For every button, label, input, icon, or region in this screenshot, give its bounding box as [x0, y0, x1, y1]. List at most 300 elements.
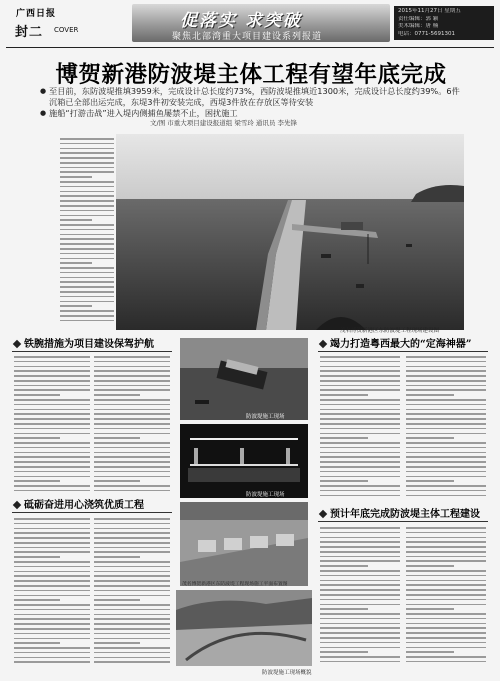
body-text-line: [60, 167, 114, 169]
body-text-line: [14, 633, 90, 635]
body-text-line: [14, 628, 90, 630]
body-text-line: [406, 490, 486, 492]
body-text-line: [14, 399, 90, 401]
body-text-line: [94, 547, 170, 549]
body-text-line: [14, 433, 90, 435]
body-text-line: [14, 604, 90, 606]
middle-photo-4-caption: 防波堤施工现场概貌: [262, 670, 312, 676]
body-text-line: [406, 361, 486, 363]
body-text-line: [406, 413, 486, 415]
masthead: [6, 4, 494, 46]
body-text-line: [14, 428, 90, 430]
body-text-line: [14, 561, 90, 563]
body-text-line: [14, 595, 90, 597]
headline-deck: [40, 86, 460, 119]
body-text-line: [406, 532, 486, 534]
body-text-line: [60, 248, 114, 250]
body-text-line: [320, 409, 400, 411]
body-text-line: [60, 229, 114, 231]
body-text-line: [14, 380, 90, 382]
body-text-line: [60, 157, 114, 159]
body-text-line: [406, 385, 486, 387]
body-text-line: [406, 375, 486, 377]
masthead-rule: [6, 47, 494, 48]
body-text-line: [320, 423, 400, 425]
body-text-line: [60, 253, 114, 255]
body-text-line: [94, 609, 170, 611]
body-text-line: [14, 447, 90, 449]
body-text-line: [320, 608, 368, 610]
body-text-line: [320, 490, 400, 492]
body-text-line: [60, 291, 114, 293]
body-text-line: [320, 461, 400, 463]
body-text-line: [406, 380, 486, 382]
body-text-line: [94, 618, 170, 620]
body-text-line: [320, 637, 400, 639]
body-text-line: [60, 243, 114, 245]
body-text-line: [94, 661, 170, 663]
body-text-line: [320, 647, 400, 649]
body-text-line: [320, 651, 368, 653]
body-text-line: [406, 466, 486, 468]
body-text-line: [320, 661, 400, 663]
body-text-line: [14, 452, 90, 454]
body-text-line: [14, 418, 90, 420]
body-text-line: [406, 613, 486, 615]
main-photo: [116, 134, 464, 330]
body-text-line: [14, 404, 90, 406]
body-text-line: [320, 471, 400, 473]
body-text-line: [320, 366, 400, 368]
body-text-line: [94, 590, 170, 592]
body-text-line: [60, 272, 114, 274]
body-text-line: [60, 195, 114, 197]
body-text-line: [406, 637, 486, 639]
body-text-line: [14, 647, 90, 649]
body-text-line: [320, 442, 400, 444]
body-text-line: [14, 618, 90, 620]
middle-photo-3-caption: 茂名博贺新港区东防波堤工程现场施工平面布置图: [182, 582, 288, 587]
body-text-line: [94, 523, 170, 525]
body-text-line: [320, 594, 400, 596]
body-text-line: [94, 447, 170, 449]
body-text-line: [320, 413, 400, 415]
deck-item: ● 施船“打游击战”进入堤内侧捕鱼屡禁不止，困扰施工: [40, 108, 460, 119]
body-text-line: [406, 541, 486, 543]
body-text-line: [320, 556, 400, 558]
body-text-line: [94, 652, 170, 654]
body-text-line: [14, 366, 90, 368]
section-4-text-b: [406, 527, 486, 669]
body-text-line: [94, 452, 170, 454]
body-text-line: [94, 628, 170, 630]
body-text-line: [14, 585, 90, 587]
body-text-line: [94, 399, 170, 401]
info-line: 2015年11月27日 星期五: [398, 8, 461, 14]
body-text-line: [406, 627, 486, 629]
body-text-line: [320, 589, 400, 591]
body-text-line: [94, 614, 170, 616]
body-text-line: [406, 551, 486, 553]
body-text-line: [406, 433, 486, 435]
body-text-line: [94, 394, 140, 396]
body-text-line: [60, 315, 114, 317]
banner-title: 促落实 求突破: [180, 11, 302, 31]
body-text-line: [14, 375, 90, 377]
body-text-line: [406, 594, 486, 596]
page-number-sub: COVER: [54, 26, 79, 34]
middle-photo-3: [180, 502, 308, 586]
body-text-line: [94, 385, 170, 387]
info-line: 美术编辑：唐 楠: [398, 23, 439, 29]
body-text-line: [406, 608, 454, 610]
body-text-line: [406, 651, 454, 653]
body-text-line: [320, 565, 368, 567]
body-text-line: [60, 191, 114, 193]
body-text-line: [14, 571, 90, 573]
body-text-line: [94, 647, 170, 649]
body-text-line: [94, 551, 170, 553]
lead-text-column: [60, 138, 114, 328]
body-text-line: [14, 476, 90, 478]
body-text-line: [60, 152, 114, 154]
body-text-line: [406, 452, 486, 454]
body-text-line: [320, 394, 368, 396]
body-text-line: [320, 627, 400, 629]
banner-subtitle: 聚焦北部湾重大项目建设系列报道: [172, 32, 323, 42]
body-text-line: [94, 366, 170, 368]
body-text-line: [320, 399, 400, 401]
body-text-line: [320, 480, 368, 482]
body-text-line: [94, 437, 140, 439]
body-text-line: [94, 561, 170, 563]
body-text-line: [94, 599, 140, 601]
body-text-line: [406, 394, 454, 396]
body-text-line: [94, 537, 170, 539]
body-text-line: [94, 633, 170, 635]
body-text-line: [406, 584, 486, 586]
page-headline: 博贺新港防波堤主体工程有望年底完成: [55, 62, 447, 88]
body-text-line: [406, 456, 486, 458]
body-text-line: [406, 546, 486, 548]
body-text-line: [94, 623, 170, 625]
body-text-line: [320, 485, 400, 487]
body-text-line: [406, 389, 486, 391]
body-text-line: [60, 320, 114, 322]
body-text-line: [14, 642, 60, 644]
body-text-line: [320, 456, 400, 458]
body-text-line: [60, 138, 114, 140]
body-text-line: [320, 618, 400, 620]
body-text-line: [94, 461, 170, 463]
body-text-line: [14, 638, 90, 640]
body-text-line: [60, 310, 114, 312]
body-text-line: [60, 281, 114, 283]
body-text-line: [14, 599, 60, 601]
body-text-line: [14, 537, 90, 539]
body-text-line: [94, 361, 170, 363]
body-text-line: [406, 447, 486, 449]
body-text-line: [406, 428, 486, 430]
page-number: 封二: [15, 25, 44, 40]
middle-photo-1: [180, 338, 308, 420]
body-text-line: [320, 623, 400, 625]
body-text-line: [60, 219, 92, 221]
body-text-line: [94, 370, 170, 372]
body-text-line: [320, 604, 400, 606]
body-text-line: [60, 262, 92, 264]
body-text-line: [94, 571, 170, 573]
body-text-line: [14, 471, 90, 473]
body-text-line: [94, 356, 170, 358]
body-text-line: [320, 452, 400, 454]
body-text-line: [94, 375, 170, 377]
body-text-line: [406, 618, 486, 620]
body-text-line: [60, 224, 114, 226]
body-text-line: [94, 466, 170, 468]
body-text-line: [14, 652, 90, 654]
body-text-line: [320, 466, 400, 468]
body-text-line: [320, 584, 400, 586]
middle-photo-2-caption: 防波堤施工现场: [246, 492, 285, 498]
body-text-line: [94, 604, 170, 606]
body-text-line: [94, 642, 140, 644]
body-text-line: [320, 656, 400, 658]
body-text-line: [94, 580, 170, 582]
body-text-line: [406, 409, 486, 411]
body-text-line: [320, 527, 400, 529]
body-text-line: [14, 461, 90, 463]
body-text-line: [320, 580, 400, 582]
body-text-line: [14, 490, 90, 492]
body-text-line: [406, 604, 486, 606]
edition-info-box: [394, 6, 494, 40]
body-text-line: [14, 485, 90, 487]
body-text-line: [14, 528, 90, 530]
body-text-line: [406, 575, 486, 577]
body-text-line: [406, 623, 486, 625]
body-text-line: [94, 490, 170, 492]
body-text-line: [406, 565, 454, 567]
body-text-line: [60, 215, 114, 217]
body-text-line: [406, 437, 454, 439]
body-text-line: [14, 456, 90, 458]
body-text-line: [94, 556, 140, 558]
body-text-line: [320, 642, 400, 644]
body-text-line: [14, 556, 60, 558]
body-text-line: [14, 661, 90, 663]
body-text-line: [320, 546, 400, 548]
body-text-line: [14, 547, 90, 549]
body-text-line: [406, 560, 486, 562]
body-text-line: [14, 657, 90, 659]
body-text-line: [14, 466, 90, 468]
body-text-line: [60, 234, 114, 236]
body-text-line: [94, 542, 170, 544]
body-text-line: [14, 389, 90, 391]
body-text-line: [14, 614, 90, 616]
body-text-line: [14, 542, 90, 544]
body-text-line: [94, 566, 170, 568]
body-text-line: [320, 447, 400, 449]
body-text-line: [60, 205, 114, 207]
body-text-line: [320, 632, 400, 634]
body-text-line: [14, 361, 90, 363]
body-text-line: [406, 423, 486, 425]
body-text-line: [14, 551, 90, 553]
body-text-line: [320, 495, 400, 497]
body-text-line: [94, 528, 170, 530]
body-text-line: [14, 623, 90, 625]
body-text-line: [406, 356, 486, 358]
section-4-text-a: [320, 527, 400, 669]
body-text-line: [320, 385, 400, 387]
body-text-line: [14, 518, 90, 520]
body-text-line: [60, 186, 114, 188]
body-text-line: [14, 409, 90, 411]
paper-name: 广西日报: [16, 9, 57, 19]
section-heading-1: 铁腕措施为项目建设保驾护航: [12, 338, 172, 352]
section-3-text-a: [320, 356, 400, 504]
body-text-line: [94, 657, 170, 659]
body-text-line: [320, 437, 368, 439]
body-text-line: [60, 296, 114, 298]
body-text-line: [60, 210, 114, 212]
body-text-line: [60, 162, 114, 164]
byline: 文/图 市重大项目建设报道组 梁雪玲 通讯员 李先锋: [150, 119, 297, 127]
body-text-line: [406, 370, 486, 372]
body-text-line: [60, 267, 114, 269]
body-text-line: [60, 277, 114, 279]
body-text-line: [406, 404, 486, 406]
body-text-line: [406, 418, 486, 420]
body-text-line: [94, 476, 170, 478]
body-text-line: [320, 560, 400, 562]
body-text-line: [320, 361, 400, 363]
body-text-line: [94, 433, 170, 435]
body-text-line: [320, 551, 400, 553]
body-text-line: [94, 585, 170, 587]
body-text-line: [320, 433, 400, 435]
body-text-line: [14, 480, 60, 482]
body-text-line: [14, 532, 90, 534]
body-text-line: [320, 375, 400, 377]
body-text-line: [406, 476, 486, 478]
body-text-line: [94, 456, 170, 458]
body-text-line: [406, 442, 486, 444]
body-text-line: [14, 609, 90, 611]
body-text-line: [94, 575, 170, 577]
body-text-line: [94, 595, 170, 597]
body-text-line: [94, 418, 170, 420]
section-heading-2: 砥砺奋进用心浇筑优质工程: [12, 499, 172, 513]
info-line: 责任编辑：郭 颖: [398, 15, 439, 22]
body-text-line: [406, 480, 454, 482]
body-text-line: [406, 632, 486, 634]
section-heading-3: 竭力打造粤西最大的“定海神器”: [318, 338, 488, 352]
body-text-line: [320, 356, 400, 358]
body-text-line: [406, 461, 486, 463]
body-text-line: [406, 527, 486, 529]
body-text-line: [320, 537, 400, 539]
section-1-text-b: [94, 356, 170, 496]
body-text-line: [320, 541, 400, 543]
body-text-line: [320, 575, 400, 577]
body-text-line: [94, 485, 170, 487]
body-text-line: [406, 570, 486, 572]
body-text-line: [14, 370, 90, 372]
middle-photo-2: [180, 424, 308, 498]
body-text-line: [14, 394, 60, 396]
section-heading-4: 预计年底完成防波堤主体工程建设: [318, 508, 488, 522]
body-text-line: [60, 148, 114, 150]
info-line: 电话：0771-5691301: [398, 30, 455, 37]
body-text-line: [94, 518, 170, 520]
body-text-line: [320, 613, 400, 615]
body-text-line: [320, 570, 400, 572]
body-text-line: [14, 356, 90, 358]
body-text-line: [94, 389, 170, 391]
body-text-line: [94, 442, 170, 444]
body-text-line: [14, 385, 90, 387]
body-text-line: [60, 176, 92, 178]
body-text-line: [94, 409, 170, 411]
body-text-line: [320, 476, 400, 478]
body-text-line: [14, 523, 90, 525]
section-1-text-a: [14, 356, 90, 496]
body-text-line: [94, 480, 140, 482]
section-2-text-a: [14, 518, 90, 668]
body-text-line: [60, 171, 114, 173]
middle-photo-4: [176, 590, 312, 666]
body-text-line: [320, 532, 400, 534]
body-text-line: [320, 389, 400, 391]
body-text-line: [406, 537, 486, 539]
body-text-line: [60, 258, 114, 260]
body-text-line: [94, 428, 170, 430]
body-text-line: [94, 532, 170, 534]
body-text-line: [320, 404, 400, 406]
body-text-line: [320, 370, 400, 372]
body-text-line: [60, 238, 114, 240]
section-2-text-b: [94, 518, 170, 668]
deck-item: ● 至目前，东防波堤推填3959米，完成设计总长度约73%，西防波堤推填近1300米，完成设计总长度约39%。6件沉箱已全部出运完成，东堤3件初安装完成，西堤3件放在存放区等待安装: [40, 86, 460, 108]
body-text-line: [60, 286, 114, 288]
body-text-line: [406, 647, 486, 649]
middle-photo-1-caption: 防波堤施工现场: [246, 414, 285, 420]
body-text-line: [406, 485, 486, 487]
body-text-line: [406, 556, 486, 558]
body-text-line: [406, 580, 486, 582]
body-text-line: [406, 661, 486, 663]
body-text-line: [94, 423, 170, 425]
body-text-line: [14, 413, 90, 415]
body-text-line: [14, 590, 90, 592]
body-text-line: [60, 301, 114, 303]
body-text-line: [320, 428, 400, 430]
body-text-line: [14, 575, 90, 577]
body-text-line: [94, 380, 170, 382]
body-text-line: [320, 599, 400, 601]
body-text-line: [94, 413, 170, 415]
body-text-line: [94, 404, 170, 406]
body-text-line: [60, 143, 114, 145]
body-text-line: [14, 423, 90, 425]
body-text-line: [406, 656, 486, 658]
body-text-line: [60, 181, 114, 183]
body-text-line: [406, 399, 486, 401]
body-text-line: [60, 200, 114, 202]
